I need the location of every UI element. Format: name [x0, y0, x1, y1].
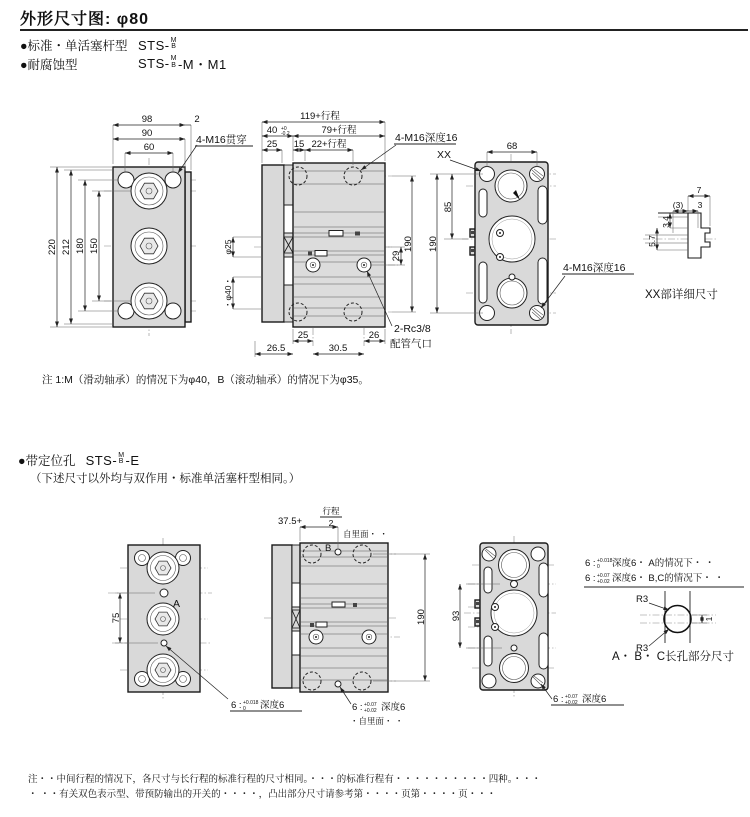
stopper	[308, 252, 312, 256]
dim-stroke-denominator: 2	[328, 518, 334, 528]
stopper	[310, 623, 314, 627]
dim-37-5: 37.5+	[278, 516, 303, 527]
dim-3: 3	[697, 200, 703, 210]
slot	[292, 631, 300, 655]
dim-93: 93	[451, 610, 462, 622]
tab-mark	[476, 602, 479, 605]
dim-180: 180	[75, 238, 86, 254]
d1-side-view	[223, 110, 458, 357]
tol-6-upper: +0.07	[364, 702, 377, 708]
cylinder-body	[300, 543, 388, 692]
tol-line2-lower: +0.02	[597, 579, 610, 585]
dim-2: 2	[194, 114, 200, 125]
tol-line1-lower: 0	[597, 564, 600, 570]
slide-pad	[329, 231, 343, 237]
d1-rear-view	[428, 141, 634, 334]
dim-150: 150	[89, 238, 100, 254]
dim-30-5: 30.5	[328, 343, 348, 354]
stopper	[353, 603, 357, 607]
dim-guide-rod-dia: ・φ40・	[223, 277, 233, 309]
label-2-rc38: 2-Rc3/8	[394, 323, 431, 335]
label-4-m16-depth16: 4-M16深度16	[395, 132, 458, 144]
dim-stroke-numerator: 行程	[322, 506, 340, 516]
bullet-standard-label: ●标准・单活塞杆型	[20, 39, 128, 53]
model-prefix: STS-	[138, 56, 170, 71]
rod-bosses	[147, 552, 179, 686]
slide-pad	[315, 251, 327, 257]
dim-40-tol-upper: +0	[281, 126, 287, 132]
label-b: B	[325, 543, 332, 554]
slot	[284, 205, 293, 233]
tol-6-lower: +0.02	[364, 708, 377, 714]
dim-220: 220	[47, 239, 58, 255]
positioning-hole-c	[161, 640, 167, 646]
label-4-m16-depth16: 4-M16深度16	[563, 262, 626, 274]
label-xx: XX	[437, 149, 452, 161]
tol-line1-upper: +0.018	[597, 558, 613, 564]
positioning-hole-label: ●带定位孔	[18, 454, 76, 468]
dim-15: 15	[293, 139, 305, 150]
slot-detail-caption: A・ B・ C长孔部分尺寸	[612, 651, 735, 663]
dim-26-5: 26.5	[266, 343, 286, 354]
model-prefix: STS-	[85, 452, 118, 468]
cylinder-body	[293, 163, 385, 327]
tol-6-lower: +0.02	[565, 700, 578, 706]
dim-85: 85	[443, 201, 454, 213]
dim-1: 1	[704, 616, 714, 622]
rod-bosses	[131, 173, 167, 319]
dim-68: 68	[506, 141, 518, 152]
slide-pad	[332, 602, 345, 607]
tol-6-depth: 深度6	[582, 694, 607, 705]
model-frac-top: M	[170, 36, 177, 44]
rod-end-flange	[272, 545, 292, 688]
dim-98: 98	[141, 114, 153, 125]
tol-line1-text: 深度6・ A的情况下・ ・	[612, 558, 715, 569]
model-suffix: -E	[125, 452, 140, 468]
model-suffix: -M・M1	[177, 57, 227, 72]
dim-40: 40	[266, 125, 278, 136]
dim-25-bottom: 25	[297, 330, 309, 341]
page-title: 外形尺寸图: φ80	[20, 11, 150, 28]
label-r3-bottom: R3	[636, 643, 649, 654]
dim-3-4: 3.4	[661, 216, 671, 228]
tab-mark	[471, 249, 474, 252]
dim-29: 29	[391, 250, 402, 262]
dim-75: 75	[111, 612, 122, 624]
tol-line2-upper: +0.07	[597, 573, 610, 579]
tol-6-val: 6 :	[231, 700, 242, 711]
tol-6-val: 6 :	[553, 694, 564, 705]
rod-end-flange	[262, 165, 284, 322]
dim-7: 7	[696, 185, 702, 195]
slot-hole-detail	[584, 557, 744, 663]
dim-rod-dia: φ25	[223, 239, 233, 255]
dim-212: 212	[61, 239, 72, 255]
dim-3-ref: (3)	[672, 200, 684, 210]
dim-119-stroke: 119+行程	[300, 111, 340, 122]
section2-subheading: （下述尺寸以外均与双作用・标准单活塞杆型相同。）	[30, 473, 301, 485]
tab-mark	[476, 620, 479, 623]
label-from-inner-face-bottom: ・自里面・ ・	[350, 716, 404, 726]
d2-side-view	[264, 506, 430, 726]
dim-22-stroke: 22+行程	[311, 139, 347, 150]
label-piping-port: 配管气口	[390, 338, 432, 350]
dim-26: 26	[368, 330, 380, 341]
positioning-hole-bottom	[335, 681, 341, 687]
body-side-edge	[185, 172, 191, 322]
tol-6-val: 6 :	[352, 702, 363, 713]
slide-pad	[316, 622, 327, 627]
xx-detail-caption: XX部详细尺寸	[645, 289, 718, 301]
label-4-m16-through: 4-M16贯穿	[196, 134, 247, 146]
footer-note-1: 注・・中间行程的情况下，各尺寸与长行程的标准行程的尺寸相同。・・・的标准行程有・・・・・・・・・・四种。・・・	[28, 774, 542, 785]
dim-79-stroke: 79+行程	[321, 125, 357, 136]
dim-5-7: 5.7	[647, 235, 657, 247]
positioning-hole-b	[335, 549, 341, 555]
slot-profile	[688, 213, 710, 258]
dim-40-tol-lower: -0.2	[281, 131, 290, 137]
slot-edges	[665, 591, 690, 643]
model-frac-bot: B	[171, 61, 177, 69]
tol-line2-text: 深度6・ B,C的情况下・ ・	[612, 573, 724, 584]
label-r3-top: R3	[636, 594, 649, 605]
tol-6-upper: +0.07	[565, 694, 578, 700]
tol-line1-val: 6 :	[585, 558, 596, 569]
label-a: A	[173, 598, 181, 610]
dim-90: 90	[141, 128, 153, 139]
dim-190: 190	[416, 609, 427, 625]
tol-line2-val: 6 :	[585, 573, 596, 584]
bullet-corrosion-label: ●耐腐蚀型	[20, 57, 78, 72]
dim-190: 190	[403, 236, 414, 252]
positioning-hole-a	[160, 589, 168, 597]
tol-6-upper: +0.018	[243, 700, 259, 706]
tol-6-depth: 深度6	[260, 700, 285, 711]
dim-60: 60	[143, 142, 155, 153]
slot	[292, 583, 300, 607]
model-frac-top: M	[118, 451, 125, 459]
dim-190: 190	[428, 236, 439, 252]
note-bearing-diameters: 注 1:M（滑动轴承）的情况下为φ40，B（滚动轴承）的情况下为φ35。	[42, 374, 369, 386]
model-frac-bot: B	[171, 43, 177, 50]
slot	[284, 257, 293, 285]
stopper	[355, 232, 360, 236]
tol-6-depth: 深度6	[381, 702, 406, 713]
footer-note-2: ・ ・・有关双色表示型、带预防输出的开关的・・・・，凸出部分尺寸请参考第・・・・页第・・・・页・・・	[28, 789, 497, 800]
tol-6-lower: 0	[243, 706, 246, 712]
label-from-inner-face-top: 自里面・ ・	[343, 529, 388, 539]
model-prefix: STS-	[138, 37, 170, 53]
model-frac-bot: B	[118, 458, 124, 465]
model-frac-top: M	[170, 55, 177, 62]
tab-mark	[471, 231, 474, 234]
xx-detail-view	[643, 185, 718, 301]
dim-25-top: 25	[266, 139, 278, 150]
